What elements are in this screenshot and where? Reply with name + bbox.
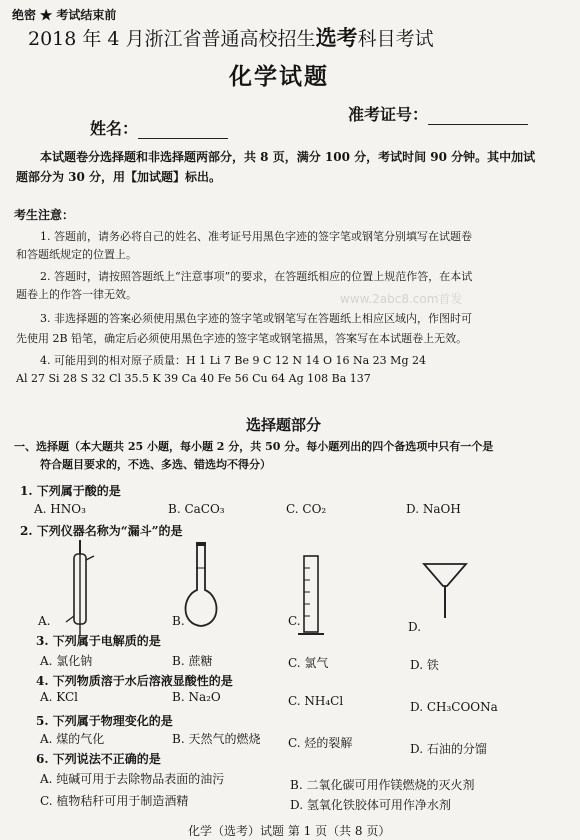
q4-option-d: D. CH₃COONa bbox=[410, 700, 498, 714]
q5-option-a: A. 煤的气化 bbox=[40, 732, 105, 746]
q3-stem: 3. 下列属于电解质的是 bbox=[36, 634, 161, 648]
q1-option-a: A. HNO₃ bbox=[34, 502, 86, 516]
exam-number-label: 准考证号： bbox=[348, 105, 429, 124]
page-footer: 化学（选考）试题 第 1 页（共 8 页） bbox=[188, 824, 391, 838]
q1-option-c: C. CO₂ bbox=[286, 502, 327, 516]
q1-option-b: B. CaCO₃ bbox=[168, 502, 225, 516]
q5-option-c: C. 烃的裂解 bbox=[288, 736, 353, 750]
section-title: 选择题部分 bbox=[246, 416, 322, 434]
q6-option-b: B. 二氧化碳可用作镁燃烧的灭火剂 bbox=[290, 778, 475, 792]
name-line bbox=[138, 122, 228, 139]
title-emphasis: 选考 bbox=[315, 25, 358, 50]
q3-option-b: B. 蔗糖 bbox=[172, 654, 213, 668]
q4-option-c: C. NH₄Cl bbox=[288, 694, 344, 708]
intro-line-1: 本试题卷分选择题和非选择题两部分，共 8 页，满分 100 分，考试时间 90 分钟。其中加试 bbox=[40, 150, 536, 164]
q6-option-c: C. 植物秸秆可用于制造酒精 bbox=[40, 794, 189, 808]
q2-option-c: C. bbox=[288, 614, 301, 628]
q3-option-a: A. 氯化钠 bbox=[40, 654, 93, 668]
q5-stem: 5. 下列属于物理变化的是 bbox=[36, 714, 173, 728]
q5-option-d: D. 石油的分馏 bbox=[410, 742, 487, 756]
subject-title: 化学试题 bbox=[229, 63, 329, 90]
notes-title: 考生注意： bbox=[14, 208, 75, 222]
note-line: 和答题纸规定的位置上。 bbox=[16, 248, 137, 261]
q4-option-a: A. KCl bbox=[40, 690, 78, 704]
name-field bbox=[90, 116, 228, 139]
q6-option-d: D. 氢氧化铁胶体可用作净水剂 bbox=[290, 798, 451, 812]
intro-line-2: 题部分为 30 分，用【加试题】标出。 bbox=[16, 170, 222, 184]
funnel-icon bbox=[420, 562, 470, 622]
note-line: Al 27 Si 28 S 32 Cl 35.5 K 39 Ca 40 Fe 56 Cu 64 Ag 108 Ba 137 bbox=[16, 372, 371, 385]
note-line: 2. 答题时，请按照答题纸上“注意事项”的要求，在答题纸相应的位置上规范作答，在本试 bbox=[40, 270, 473, 283]
name-label: 姓名： bbox=[90, 119, 139, 138]
condenser-icon bbox=[60, 540, 100, 640]
exam-number-field bbox=[348, 102, 528, 125]
note-line: 题卷上的作答一律无效。 bbox=[16, 288, 137, 301]
q2-option-d: D. bbox=[408, 620, 422, 634]
note-line: 4. 可能用到的相对原子质量：H 1 Li 7 Be 9 C 12 N 14 O 16 Na 23 Mg 24 bbox=[40, 354, 426, 367]
q3-option-d: D. 铁 bbox=[410, 658, 439, 672]
title-suffix: 科目考试 bbox=[357, 28, 434, 50]
exam-number-line bbox=[428, 108, 528, 125]
note-line: 3. 非选择题的答案必须使用黑色字迹的签字笔或钢笔写在答题纸上相应区域内，作图时可 bbox=[40, 312, 472, 325]
q2-option-b: B. bbox=[172, 614, 185, 628]
title-prefix: 2018 年 4 月浙江省普通高校招生 bbox=[28, 28, 316, 50]
q1-stem: 1. 下列属于酸的是 bbox=[20, 484, 121, 498]
q2-option-a: A. bbox=[38, 614, 51, 628]
confidential-mark: 绝密 ★ 考试结束前 bbox=[12, 8, 117, 22]
note-line: 1. 答题前，请务必将自己的姓名、准考证号用黑色字迹的签字笔或钢笔分别填写在试题卷 bbox=[40, 230, 472, 243]
q6-option-a: A. 纯碱可用于去除物品表面的油污 bbox=[40, 772, 225, 786]
q4-option-b: B. Na₂O bbox=[172, 690, 221, 704]
q3-option-c: C. 氯气 bbox=[288, 656, 329, 670]
q4-stem: 4. 下列物质溶于水后溶液显酸性的是 bbox=[36, 674, 233, 688]
q1-option-d: D. NaOH bbox=[406, 502, 461, 516]
note-line: 先使用 2B 铅笔，确定后必须使用黑色字迹的签字笔或钢笔描黑，答案写在本试题卷上无效。 bbox=[16, 332, 468, 345]
watermark: www.2abc8.com首发 bbox=[340, 292, 463, 306]
exam-title bbox=[28, 22, 434, 52]
section-intro-line-2: 符合题目要求的，不选、多选、错选均不得分） bbox=[40, 458, 271, 471]
q5-option-b: B. 天然气的燃烧 bbox=[172, 732, 261, 746]
q2-stem: 2. 下列仪器名称为“漏斗”的是 bbox=[20, 524, 183, 538]
section-intro-line-1: 一、选择题（本大题共 25 小题，每小题 2 分，共 50 分。每小题列出的四个备选项中只有一个是 bbox=[14, 440, 494, 453]
q6-stem: 6. 下列说法不正确的是 bbox=[36, 752, 161, 766]
